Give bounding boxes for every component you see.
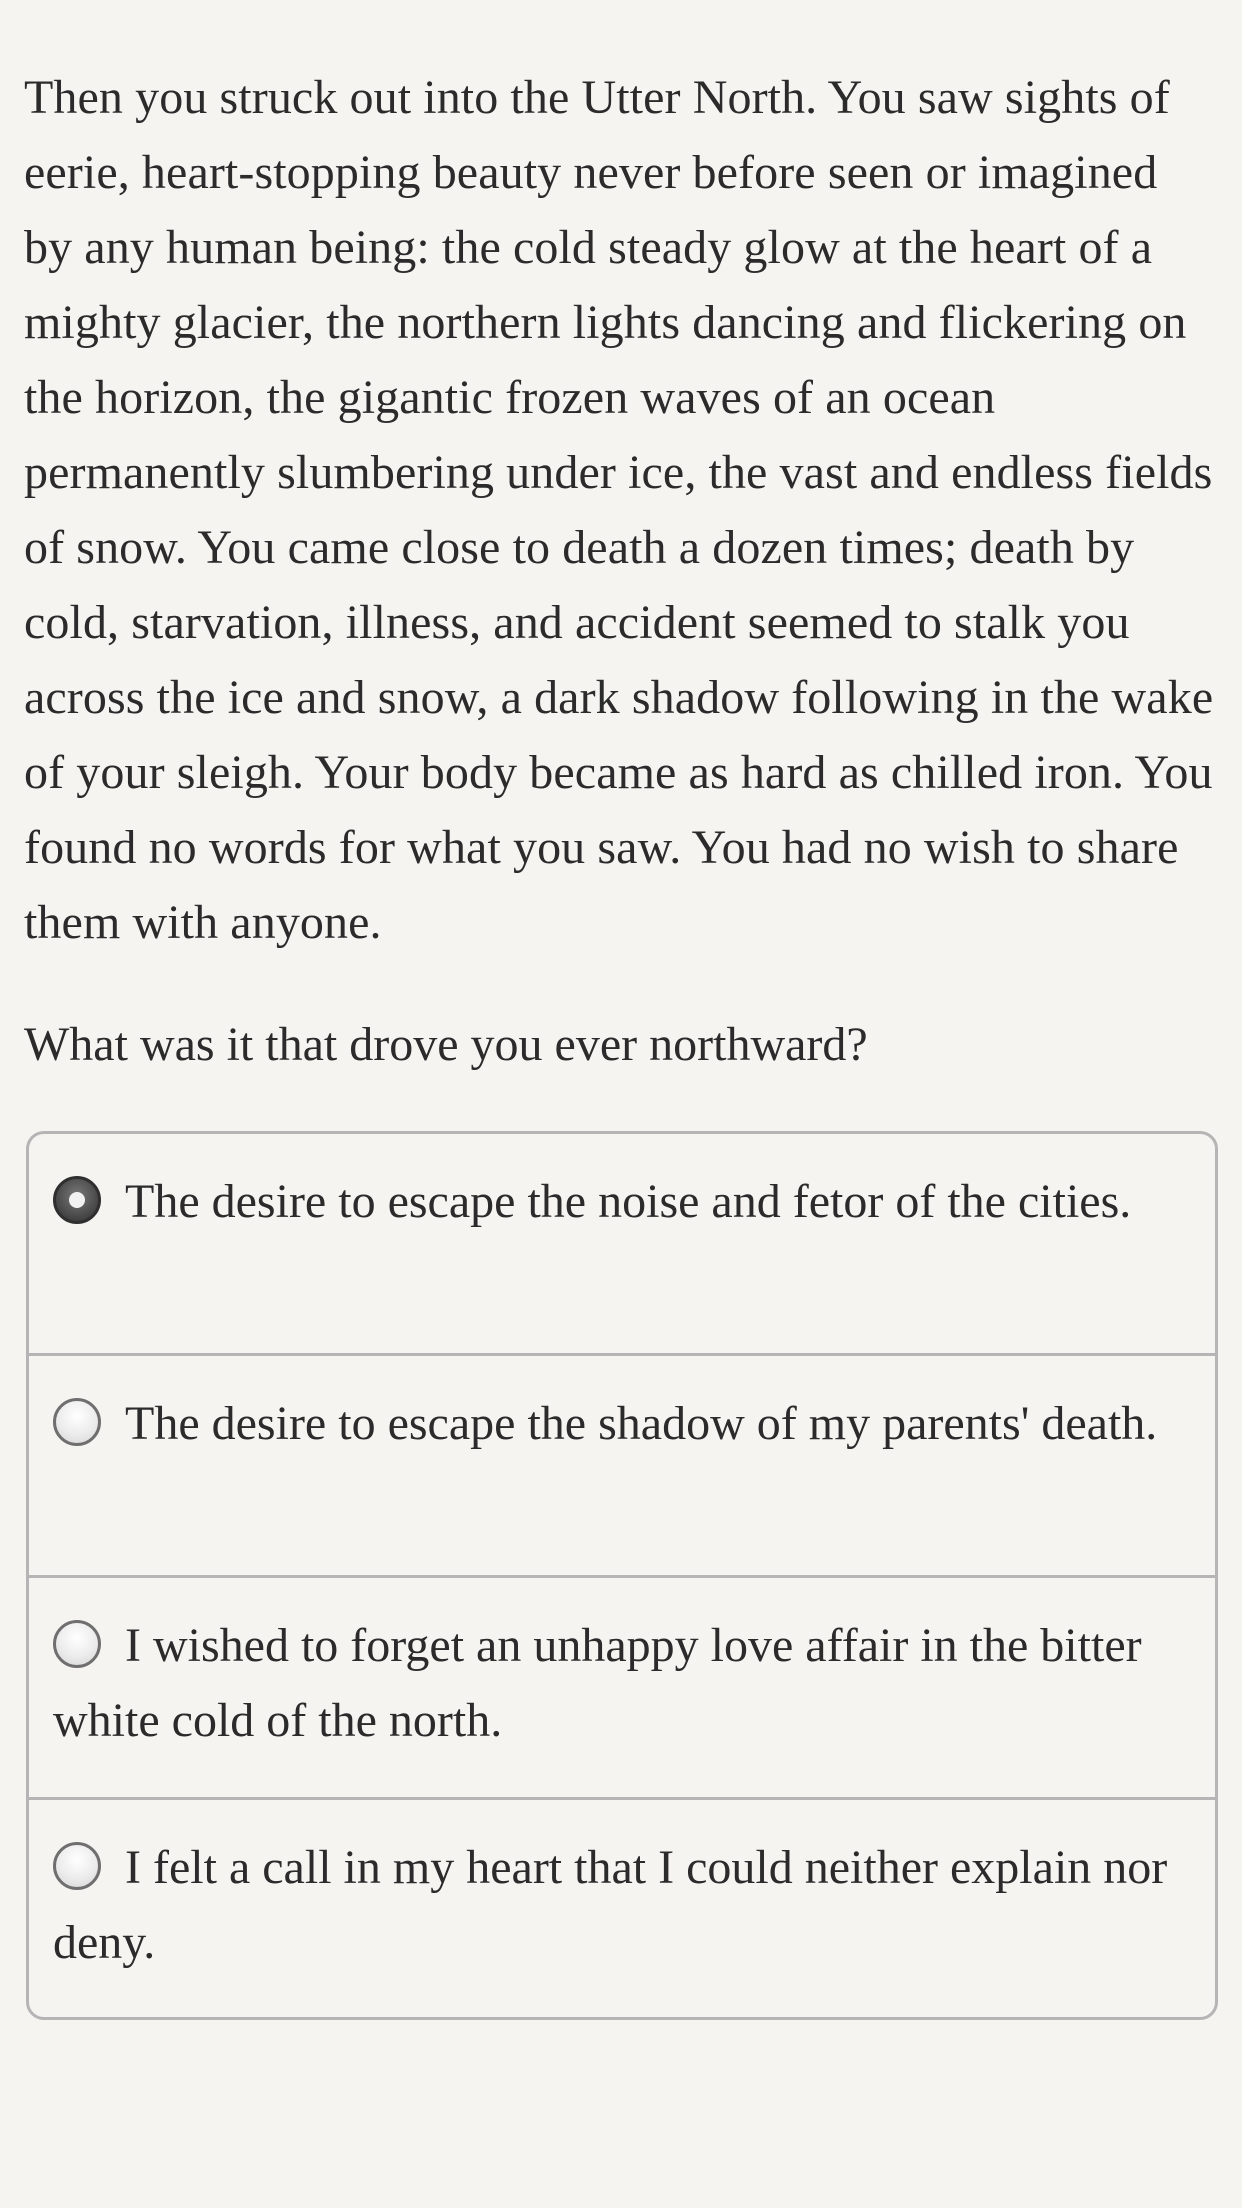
question-prompt: What was it that drove you ever northward?: [24, 1018, 868, 1071]
radio-unselected-icon[interactable]: [53, 1842, 101, 1890]
story-paragraph: Then you struck out into the Utter North. You saw sights of eerie, heart-stopping beauty never before seen or imagined by any human being: the cold steady glow at the heart of a mighty glacier, the northern lights dancing and flickering on the horizon, the gigantic frozen waves of an ocean permanently slumbering under ice, the vast and endless fields of snow. You came close to death a dozen times; death by cold, starvation, illness, and accident seemed to stalk you across the ice and snow, a dark shadow following in the wake of your sleigh. Your body became as hard as chilled iron. You found no words for what you saw. You had no wish to share them with anyone.: [24, 71, 1214, 949]
choice-label: I wished to forget an unhappy love affair in the bitter white cold of the north.: [53, 1619, 1142, 1747]
choice-list: [26, 1131, 1218, 2020]
choice-label: The desire to escape the shadow of my parents' death.: [125, 1397, 1158, 1450]
choice-label: I felt a call in my heart that I could neither explain nor deny.: [53, 1841, 1168, 1969]
choice-option-2[interactable]: [29, 1356, 1215, 1578]
choice-option-4[interactable]: [29, 1800, 1215, 2017]
choice-option-1[interactable]: [29, 1134, 1215, 1356]
radio-unselected-icon[interactable]: [53, 1620, 101, 1668]
radio-unselected-icon[interactable]: [53, 1398, 101, 1446]
choice-label: The desire to escape the noise and fetor of the cities.: [125, 1175, 1132, 1228]
radio-selected-icon[interactable]: [53, 1176, 101, 1224]
choice-option-3[interactable]: [29, 1578, 1215, 1800]
